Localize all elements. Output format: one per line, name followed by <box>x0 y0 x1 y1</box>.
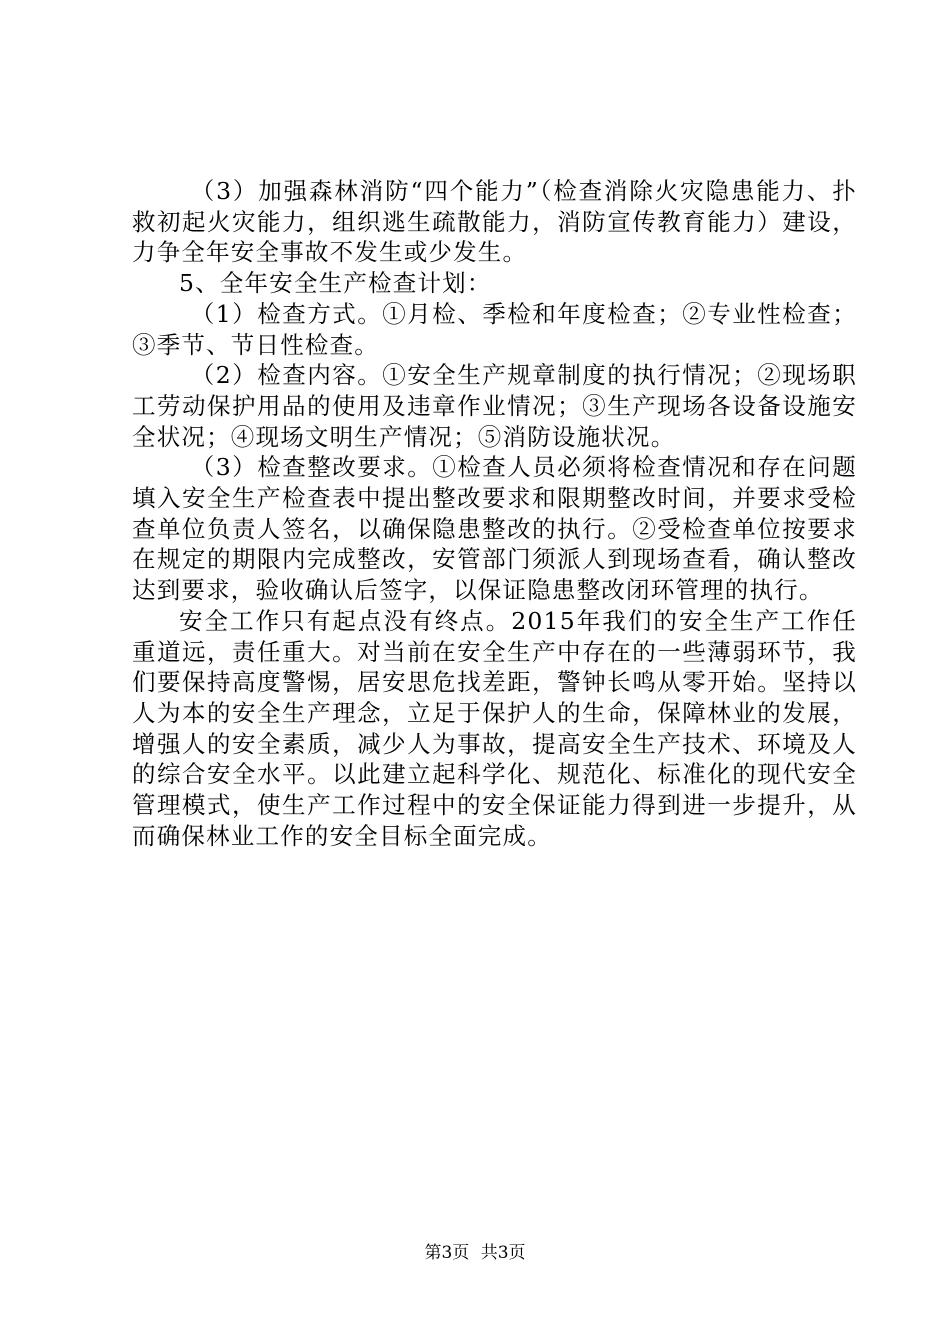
document-body <box>132 176 857 851</box>
paragraph-rectification-requirements: （3）检查整改要求。①检查人员必须将检查情况和存在问题填入安全生产检查表中提出整改要求和限期整改时间，并要求受检查单位负责人签名，以确保隐患整改的执行。②受检查单位按要求在规定的期限内完成整改，安管部门须派人到现场查看，确认整改达到要求，验收确认后签字，以保证隐患整改闭环管理的执行。 <box>132 453 857 605</box>
paragraph-conclusion: 安全工作只有起点没有终点。2015年我们的安全生产工作任重道远，责任重大。对当前在安全生产中存在的一些薄弱环节，我们要保持高度警惕，居安思危找差距，警钟长鸣从零开始。坚持以人为本的安全生产理念，立足于保护人的生命，保障林业的发展，增强人的安全素质，减少人为事故，提高安全生产技术、环境及人的综合安全水平。以此建立起科学化、规范化、标准化的现代安全管理模式，使生产工作过程中的安全保证能力得到进一步提升，从而确保林业工作的安全目标全面完成。 <box>132 606 857 850</box>
page-footer <box>0 1242 950 1264</box>
paragraph-inspection-plan-heading: 5、全年安全生产检查计划： <box>179 269 492 298</box>
page-total: 共3页 <box>480 1243 526 1263</box>
paragraph-fire-capabilities: （3）加强森林消防“四个能力”（检查消除火灾隐患能力、扑救初起火灾能力，组织逃生疏散能力，消防宣传教育能力）建设，力争全年安全事故不发生或少发生。 <box>132 177 857 267</box>
paragraph-inspection-content: （2）检查内容。①安全生产规章制度的执行情况；②现场职工劳动保护用品的使用及违章作业情况；③生产现场各设备设施安全状况；④现场文明生产情况；⑤消防设施状况。 <box>132 361 857 451</box>
page-number: 第3页 <box>424 1243 470 1263</box>
paragraph-inspection-methods: （1）检查方式。①月检、季检和年度检查；②专业性检查；③季节、节日性检查。 <box>132 299 857 359</box>
